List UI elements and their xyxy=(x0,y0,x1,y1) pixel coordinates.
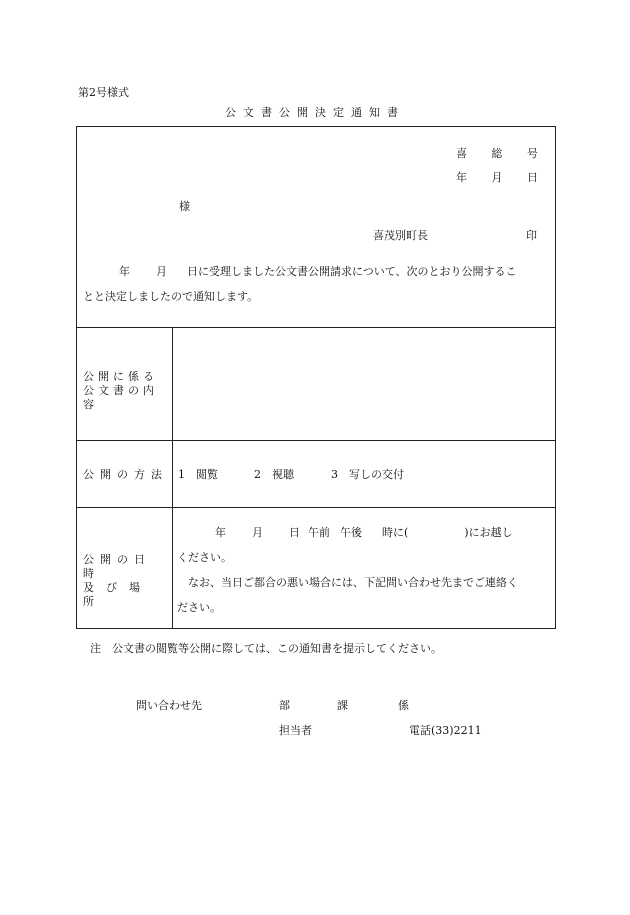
intro-year: 年 xyxy=(119,265,130,278)
date-month: 月 xyxy=(491,171,503,184)
footnote: 注 公文書の閲覧等公開に際しては、この通知書を提示してください。 xyxy=(90,642,442,655)
dt-year: 年 xyxy=(215,526,226,539)
method-label: 公開の方法 xyxy=(83,468,168,481)
contact-person: 担当者 xyxy=(279,724,312,737)
dt-am: 午前 xyxy=(308,526,330,539)
form-frame xyxy=(76,126,556,629)
issuer-name: 喜茂別町長 xyxy=(373,229,428,242)
content-field[interactable] xyxy=(177,337,551,433)
intro-line-1 xyxy=(83,259,551,284)
contact-dept: 部 xyxy=(279,699,290,712)
content-label xyxy=(83,370,167,412)
column-divider xyxy=(172,327,173,628)
dt-month: 月 xyxy=(252,526,263,539)
datetime-content xyxy=(177,520,553,620)
divider-2 xyxy=(77,440,555,441)
dt-pm: 午後 xyxy=(340,526,362,539)
dt-place-close: )にお越し xyxy=(464,526,513,539)
form-number: 第2号様式 xyxy=(78,86,129,99)
ref-go: 号 xyxy=(527,147,538,160)
datetime-line-1 xyxy=(177,520,553,545)
divider-1 xyxy=(77,327,555,328)
method-option-copy[interactable]: 3 写しの交付 xyxy=(331,468,404,481)
contact-unit: 係 xyxy=(398,699,409,712)
method-option-view[interactable]: 1 閲覧 xyxy=(178,468,218,481)
datetime-label-line-1: 公開の日時 xyxy=(83,553,151,580)
contact-phone: 電話(33)2211 xyxy=(409,724,482,737)
intro-line-2: とと決定しましたので通知します。 xyxy=(83,290,259,303)
document-title: 公文書公開決定通知書 xyxy=(225,106,405,119)
content-label-line-2: 公文書の内容 xyxy=(83,384,158,411)
datetime-label xyxy=(83,553,167,609)
intro-text: 日に受理しました公文書公開請求について、次のとおり公開するこ xyxy=(187,265,517,278)
method-option-listen[interactable]: 2 視聴 xyxy=(254,468,294,481)
datetime-line-3: なお、当日ご都合の悪い場合には、下記問い合わせ先までご連絡く xyxy=(188,576,518,589)
datetime-label-line-2: 及び場所 xyxy=(83,581,152,608)
date-day: 日 xyxy=(527,171,538,184)
dt-hour: 時に( xyxy=(382,526,409,539)
issue-date xyxy=(456,169,538,185)
ref-so: 総 xyxy=(491,147,503,160)
intro-month: 月 xyxy=(156,265,167,278)
addressee-suffix: 様 xyxy=(179,200,190,213)
contact-label: 問い合わせ先 xyxy=(136,699,202,712)
divider-3 xyxy=(77,507,555,508)
ref-ki: 喜 xyxy=(456,147,467,160)
dt-day: 日 xyxy=(289,526,300,539)
content-label-line-1: 公開に係る xyxy=(83,370,158,383)
datetime-line-2: ください。 xyxy=(177,551,232,564)
datetime-line-4: ださい。 xyxy=(177,601,221,614)
intro-paragraph xyxy=(83,259,551,309)
contact-section: 課 xyxy=(337,699,348,712)
date-year: 年 xyxy=(456,171,467,184)
seal-mark: 印 xyxy=(526,229,537,242)
reference-number xyxy=(456,145,538,161)
